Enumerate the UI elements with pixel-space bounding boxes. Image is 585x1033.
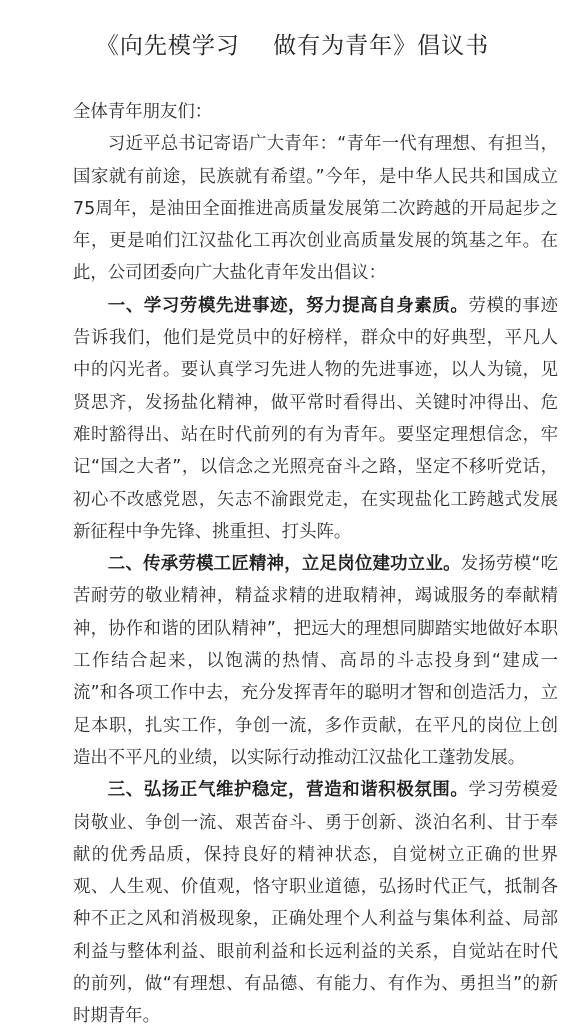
section-1-paragraph [73, 290, 558, 548]
section-3-text: 学习劳模爱岗敬业、争创一流、艰苦奋斗、勇于创新、淡泊名利、甘于奉献的优秀品质，保持良好的精神状态，自觉树立正确的世界观、人生观、价值观，恪守职业道德，弘扬时代正气，抵制各种不正之风和消极现象，正确处理个人利益与集体利益、局部利益与整体利益、眼前利益和长远利益的关系，自觉站在时代的前列，做“有理想、有品德、有能力、有作为、勇担当”的新时期青年。 [73, 780, 558, 1027]
document-title: 《向先模学习 做有为青年》倡议书 [95, 33, 490, 59]
section-2-paragraph [73, 548, 558, 774]
section-2-text: 发扬劳模“吃苦耐劳的敬业精神，精益求精的进取精神，竭诚服务的奉献精神，协作和谐的团队精神”，把远大的理想同脚踏实地做好本职工作结合起来，以饱满的热情、高昂的斗志投身到“建成一流”和各项工作中去，充分发挥青年的聪明才智和创造活力，立足本职，扎实工作，争创一流，多作贡献，在平凡的岗位上创造出不平凡的业绩，以实际行动推动江汉盐化工蓬勃发展。 [73, 554, 558, 768]
greeting: 全体青年朋友们： [73, 102, 213, 122]
document-body [0, 96, 585, 1033]
section-3-heading: 三、弘扬正气维护稳定，营造和谐积极氛围。 [107, 780, 469, 801]
section-1-heading: 一、学习劳模先进事迹，努力提高自身素质。 [107, 295, 469, 316]
section-1-text: 劳模的事迹告诉我们，他们是党员中的好榜样，群众中的好典型，平凡人中的闪光者。要认真学习先进人物的先进事迹，以人为镜，见贤思齐，发扬盐化精神，做平常时看得出、关键时冲得出、危难时豁得出、站在时代前列的有为青年。要坚定理想信念，牢记“国之大者”，以信念之光照亮奋斗之路，坚定不移听党话，初心不改感党恩，矢志不渝跟党走，在实现盐化工跨越式发展新征程中争先锋、挑重担、打头阵。 [73, 295, 558, 542]
section-3-paragraph [73, 774, 558, 1032]
section-2-heading: 二、传承劳模工匠精神，立足岗位建功立业。 [107, 554, 461, 575]
intro-paragraph: 习近平总书记寄语广大青年：“青年一代有理想、有担当，国家就有前途，民族就有希望。”今年，是中华人民共和国成立75周年，是油田全面推进高质量发展第二次跨越的开局起步之年，更是咱们江汉盐化工再次创业高质量发展的筑基之年。在此，公司团委向广大盐化青年发出倡议： [73, 134, 558, 284]
